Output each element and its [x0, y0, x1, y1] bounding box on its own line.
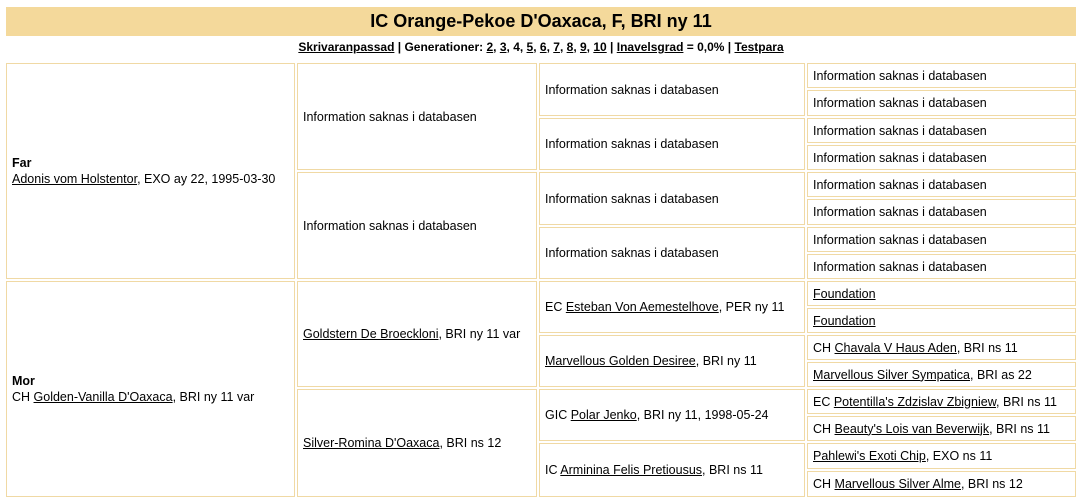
- dam-cell: [6, 281, 295, 497]
- page-title-bar: [6, 7, 1076, 36]
- gen3-details: , BRI ny 11: [695, 354, 757, 368]
- gen4-title: EC: [813, 394, 834, 409]
- dam-details: , BRI ny 11 var: [172, 390, 255, 404]
- missing-info: Information saknas i databasen: [813, 177, 987, 192]
- dam-sire-details: , BRI ny 11 var: [438, 327, 521, 341]
- gen-link-8[interactable]: 8: [566, 40, 574, 54]
- gen4-link-silver-alme[interactable]: Marvellous Silver Alme: [834, 477, 961, 491]
- missing-info: Information saknas i databasen: [813, 123, 987, 138]
- gen4-link-exoti-chip[interactable]: Pahlewi's Exoti Chip: [813, 449, 926, 463]
- gen4-link-foundation[interactable]: Foundation: [813, 313, 876, 328]
- sire-sire-cell: [297, 63, 537, 170]
- gen-link-10[interactable]: 10: [593, 40, 607, 54]
- dam-link[interactable]: Golden-Vanilla D'Oaxaca: [33, 390, 173, 404]
- sire-dam-cell: [297, 172, 537, 279]
- gen3-cell-2: [539, 118, 805, 170]
- gen4-cell-10: [807, 308, 1076, 333]
- dam-dam-cell: [297, 389, 537, 497]
- gen4-cell-2: [807, 90, 1076, 116]
- gen3-title: IC: [545, 463, 561, 477]
- dam-dam-details: , BRI ns 12: [439, 436, 502, 450]
- gen4-cell-3: [807, 118, 1076, 143]
- gen3-link-desiree[interactable]: Marvellous Golden Desiree: [545, 354, 696, 368]
- sire-cell: [6, 63, 295, 279]
- gen4-cell-11: [807, 335, 1076, 360]
- gen4-details: , BRI ns 11: [989, 421, 1050, 436]
- gen-current-4: 4: [513, 40, 520, 54]
- gen3-details: , PER ny 11: [718, 300, 785, 314]
- missing-info: Information saknas i databasen: [545, 82, 719, 97]
- missing-info: Information saknas i databasen: [813, 259, 987, 274]
- gen4-cell-4: [807, 145, 1076, 170]
- dam-dam-link[interactable]: Silver-Romina D'Oaxaca: [303, 436, 440, 450]
- gen4-cell-6: [807, 199, 1076, 225]
- gen3-cell-1: [539, 63, 805, 116]
- missing-info: Information saknas i databasen: [545, 137, 719, 151]
- print-link[interactable]: Skrivaranpassad: [298, 40, 395, 54]
- gen3-title: EC: [545, 300, 566, 314]
- inbreeding-link[interactable]: Inavelsgrad: [616, 40, 684, 54]
- gen4-cell-8: [807, 254, 1076, 279]
- gen4-cell-12: [807, 362, 1076, 387]
- gen3-cell-6: [539, 335, 805, 387]
- gen3-details: , BRI ny 11, 1998-05-24: [636, 408, 769, 422]
- gen4-title: CH: [813, 477, 835, 491]
- gen4-details: , BRI ns 12: [960, 477, 1023, 491]
- gen4-title: CH: [813, 340, 835, 355]
- gen-link-5[interactable]: 5: [526, 40, 534, 54]
- gen4-title: CH: [813, 421, 835, 436]
- gen3-link-polar-jenko[interactable]: Polar Jenko: [570, 408, 637, 422]
- gen4-cell-1: [807, 63, 1076, 88]
- missing-info: Information saknas i databasen: [813, 150, 987, 165]
- missing-info: Information saknas i databasen: [545, 191, 719, 206]
- gen-link-3[interactable]: 3: [499, 40, 507, 54]
- gen4-cell-13: [807, 389, 1076, 414]
- generations-label: Generationer:: [404, 40, 484, 54]
- gen4-cell-5: [807, 172, 1076, 197]
- dam-sire-cell: [297, 281, 537, 387]
- gen4-cell-14: [807, 416, 1076, 441]
- missing-info: Information saknas i databasen: [545, 246, 719, 260]
- missing-info: Information saknas i databasen: [813, 205, 987, 219]
- gen3-title: GIC: [545, 408, 571, 422]
- gen4-link-sympatica[interactable]: Marvellous Silver Sympatica: [813, 367, 970, 382]
- gen4-link-chavala[interactable]: Chavala V Haus Aden: [834, 340, 957, 355]
- gen4-cell-15: [807, 443, 1076, 469]
- gen3-cell-3: [539, 172, 805, 225]
- gen4-link-potentilla[interactable]: Potentilla's Zdzislav Zbigniew: [833, 394, 997, 409]
- gen3-cell-8: [539, 443, 805, 497]
- page-title: IC Orange-Pekoe D'Oaxaca, F, BRI ny 11: [370, 11, 712, 31]
- separator: |: [606, 40, 617, 54]
- inbreeding-value: = 0,0%: [683, 40, 725, 54]
- gen3-cell-4: [539, 227, 805, 279]
- gen3-cell-7: [539, 389, 805, 441]
- gen-link-7[interactable]: 7: [553, 40, 560, 54]
- gen4-cell-7: [807, 227, 1076, 252]
- separator: |: [724, 40, 735, 54]
- gen3-link-esteban[interactable]: Esteban Von Aemestelhove: [565, 300, 719, 314]
- missing-info: Information saknas i databasen: [303, 109, 477, 124]
- gen3-cell-5: [539, 281, 805, 333]
- gen4-details: , EXO ns 11: [925, 449, 993, 463]
- testpair-link[interactable]: Testpara: [734, 40, 784, 54]
- dam-title: CH: [12, 390, 34, 404]
- missing-info: Information saknas i databasen: [813, 232, 987, 247]
- dam-sire-link[interactable]: Goldstern De Broeckloni: [303, 327, 439, 341]
- gen4-cell-16: [807, 471, 1076, 497]
- gen3-link-arminina[interactable]: Arminina Felis Pretiousus: [560, 463, 703, 477]
- gen3-details: , BRI ns 11: [702, 463, 763, 477]
- gen4-link-beauty-lois[interactable]: Beauty's Lois van Beverwijk: [834, 421, 990, 436]
- missing-info: Information saknas i databasen: [303, 218, 477, 233]
- gen-link-2[interactable]: 2: [486, 40, 494, 54]
- toolbar: Skrivaranpassad | Generationer: 2, 3, 4, 5, 6, 7, 8, 9, 10 | Inavelsgrad = 0,0% | Testpara: [298, 40, 784, 54]
- separator: |: [394, 40, 405, 54]
- gen-link-9[interactable]: 9: [579, 40, 587, 54]
- gen4-details: , BRI as 22: [970, 367, 1032, 382]
- gen4-cell-9: [807, 281, 1076, 306]
- gen4-details: , BRI ns 11: [956, 340, 1018, 355]
- missing-info: Information saknas i databasen: [813, 96, 987, 110]
- missing-info: Information saknas i databasen: [813, 68, 987, 83]
- dam-role-label: Mor: [12, 374, 35, 388]
- sire-details: , EXO ay 22, 1995-03-30: [137, 172, 276, 186]
- gen-link-6[interactable]: 6: [539, 40, 547, 54]
- sire-role-label: Far: [12, 156, 32, 170]
- sire-link[interactable]: Adonis vom Holstentor: [12, 172, 138, 186]
- gen4-details: , BRI ns 11: [996, 394, 1057, 409]
- gen4-link-foundation[interactable]: Foundation: [813, 286, 876, 301]
